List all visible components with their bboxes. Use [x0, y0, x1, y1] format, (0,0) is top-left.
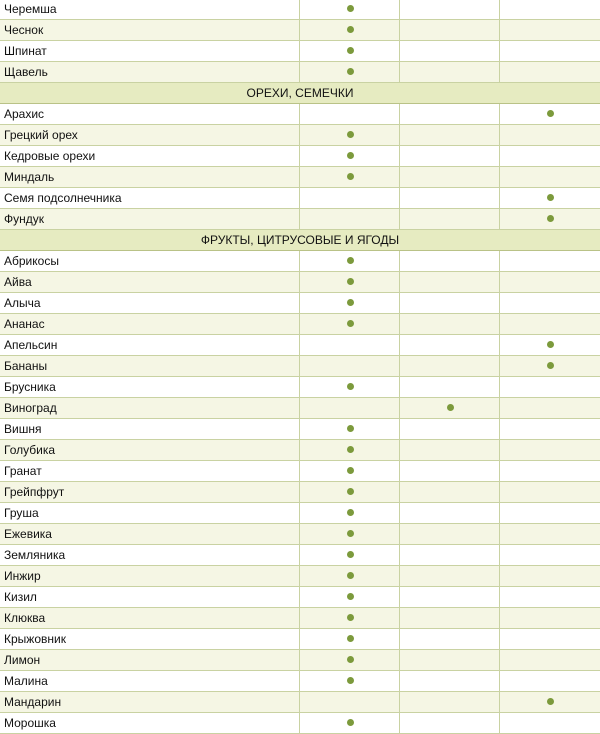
product-name: Черемша	[4, 2, 57, 16]
mark-cell-1	[300, 377, 400, 397]
mark-cell-2	[400, 629, 500, 649]
product-name: Грецкий орех	[4, 128, 78, 142]
product-name: Арахис	[4, 107, 45, 121]
table-row	[0, 692, 600, 713]
mark-cell-3	[500, 20, 600, 40]
product-name: Кедровые орехи	[4, 149, 96, 163]
mark-cell-3	[500, 314, 600, 334]
mark-cell-2	[400, 104, 500, 124]
product-name-cell	[0, 272, 300, 292]
mark-cell-3	[500, 608, 600, 628]
product-name-cell	[0, 524, 300, 544]
product-name: Ежевика	[4, 527, 52, 541]
mark-dot-icon	[347, 131, 354, 138]
mark-cell-1	[300, 713, 400, 733]
mark-cell-2	[400, 20, 500, 40]
mark-dot-icon	[347, 488, 354, 495]
table-row	[0, 272, 600, 293]
mark-dot-icon	[347, 719, 354, 726]
table-row	[0, 650, 600, 671]
mark-cell-1	[300, 440, 400, 460]
mark-cell-1	[300, 62, 400, 82]
mark-cell-2	[400, 482, 500, 502]
table-row	[0, 104, 600, 125]
mark-cell-2	[400, 146, 500, 166]
mark-cell-2	[400, 566, 500, 586]
mark-dot-icon	[347, 68, 354, 75]
product-name: Инжир	[4, 569, 41, 583]
product-name-cell	[0, 41, 300, 61]
table-row	[0, 461, 600, 482]
mark-cell-1	[300, 629, 400, 649]
mark-cell-2	[400, 440, 500, 460]
mark-dot-icon	[347, 278, 354, 285]
table-row	[0, 587, 600, 608]
table-row	[0, 524, 600, 545]
mark-cell-1	[300, 0, 400, 19]
mark-cell-3	[500, 209, 600, 229]
mark-cell-3	[500, 629, 600, 649]
product-name-cell	[0, 293, 300, 313]
mark-cell-3	[500, 461, 600, 481]
table-row	[0, 20, 600, 41]
mark-cell-1	[300, 188, 400, 208]
table-row	[0, 545, 600, 566]
mark-dot-icon	[347, 47, 354, 54]
product-name-cell	[0, 104, 300, 124]
product-name: Чеснок	[4, 23, 44, 37]
mark-cell-1	[300, 524, 400, 544]
table-row	[0, 125, 600, 146]
mark-cell-1	[300, 671, 400, 691]
mark-cell-2	[400, 41, 500, 61]
mark-cell-1	[300, 692, 400, 712]
product-name: Фундук	[4, 212, 45, 226]
mark-dot-icon	[347, 530, 354, 537]
product-name: Апельсин	[4, 338, 58, 352]
mark-cell-1	[300, 272, 400, 292]
mark-cell-1	[300, 251, 400, 271]
mark-cell-3	[500, 335, 600, 355]
mark-cell-3	[500, 251, 600, 271]
mark-dot-icon	[347, 446, 354, 453]
mark-dot-icon	[547, 698, 554, 705]
mark-cell-1	[300, 293, 400, 313]
mark-cell-3	[500, 272, 600, 292]
mark-cell-3	[500, 146, 600, 166]
mark-cell-2	[400, 419, 500, 439]
table-row	[0, 671, 600, 692]
table-row	[0, 146, 600, 167]
mark-cell-2	[400, 650, 500, 670]
product-name: Лимон	[4, 653, 41, 667]
mark-cell-3	[500, 0, 600, 19]
table-row	[0, 41, 600, 62]
product-name-cell	[0, 125, 300, 145]
table-row	[0, 398, 600, 419]
mark-cell-2	[400, 209, 500, 229]
product-name-cell	[0, 398, 300, 418]
product-name-cell	[0, 545, 300, 565]
product-name: Виноград	[4, 401, 57, 415]
mark-cell-3	[500, 62, 600, 82]
mark-cell-3	[500, 692, 600, 712]
product-name: Малина	[4, 674, 48, 688]
product-name-cell	[0, 482, 300, 502]
section-header-label: ОРЕХИ, СЕМЕЧКИ	[246, 86, 354, 100]
mark-cell-2	[400, 377, 500, 397]
table-row	[0, 167, 600, 188]
product-name-cell	[0, 629, 300, 649]
mark-cell-1	[300, 482, 400, 502]
product-name: Семя подсолнечника	[4, 191, 122, 205]
mark-cell-2	[400, 251, 500, 271]
product-name-cell	[0, 440, 300, 460]
mark-cell-3	[500, 41, 600, 61]
mark-cell-2	[400, 356, 500, 376]
product-name-cell	[0, 314, 300, 334]
mark-dot-icon	[347, 5, 354, 12]
product-name-cell	[0, 20, 300, 40]
mark-dot-icon	[347, 425, 354, 432]
table-row	[0, 0, 600, 20]
product-name: Брусника	[4, 380, 56, 394]
product-name: Айва	[4, 275, 32, 289]
mark-cell-3	[500, 650, 600, 670]
mark-cell-2	[400, 314, 500, 334]
mark-dot-icon	[547, 110, 554, 117]
table-row	[0, 482, 600, 503]
product-name-cell	[0, 671, 300, 691]
mark-cell-2	[400, 62, 500, 82]
mark-dot-icon	[347, 173, 354, 180]
mark-cell-3	[500, 356, 600, 376]
table-row	[0, 440, 600, 461]
table-row	[0, 377, 600, 398]
mark-dot-icon	[347, 509, 354, 516]
table-row	[0, 566, 600, 587]
mark-cell-2	[400, 125, 500, 145]
mark-cell-2	[400, 272, 500, 292]
product-name: Земляника	[4, 548, 66, 562]
product-name: Алыча	[4, 296, 41, 310]
mark-cell-2	[400, 692, 500, 712]
mark-cell-1	[300, 566, 400, 586]
mark-dot-icon	[347, 320, 354, 327]
product-name: Голубика	[4, 443, 56, 457]
mark-dot-icon	[547, 341, 554, 348]
mark-cell-2	[400, 587, 500, 607]
mark-dot-icon	[547, 362, 554, 369]
mark-dot-icon	[347, 677, 354, 684]
mark-cell-1	[300, 545, 400, 565]
table-row	[0, 356, 600, 377]
product-name-cell	[0, 0, 300, 19]
product-name-cell	[0, 608, 300, 628]
product-name-cell	[0, 188, 300, 208]
mark-cell-1	[300, 167, 400, 187]
table-row	[0, 419, 600, 440]
product-name: Абрикосы	[4, 254, 59, 268]
mark-dot-icon	[347, 593, 354, 600]
product-name: Миндаль	[4, 170, 55, 184]
mark-cell-3	[500, 125, 600, 145]
table-row	[0, 62, 600, 83]
table-row	[0, 209, 600, 230]
mark-cell-3	[500, 587, 600, 607]
mark-cell-2	[400, 398, 500, 418]
product-name: Груша	[4, 506, 39, 520]
mark-cell-1	[300, 356, 400, 376]
product-name: Ананас	[4, 317, 45, 331]
mark-dot-icon	[347, 572, 354, 579]
mark-cell-1	[300, 335, 400, 355]
mark-dot-icon	[347, 299, 354, 306]
mark-cell-2	[400, 608, 500, 628]
mark-cell-3	[500, 167, 600, 187]
product-name: Морошка	[4, 716, 56, 730]
mark-cell-3	[500, 398, 600, 418]
mark-dot-icon	[547, 194, 554, 201]
product-name: Крыжовник	[4, 632, 66, 646]
section-header	[0, 230, 600, 251]
product-name-cell	[0, 461, 300, 481]
product-name-cell	[0, 146, 300, 166]
product-name-cell	[0, 62, 300, 82]
mark-cell-1	[300, 650, 400, 670]
mark-dot-icon	[347, 26, 354, 33]
product-name: Бананы	[4, 359, 48, 373]
mark-cell-1	[300, 608, 400, 628]
mark-cell-1	[300, 41, 400, 61]
mark-cell-3	[500, 503, 600, 523]
product-name-cell	[0, 650, 300, 670]
mark-cell-2	[400, 293, 500, 313]
table-row	[0, 503, 600, 524]
product-name: Вишня	[4, 422, 42, 436]
mark-cell-3	[500, 566, 600, 586]
table-row	[0, 335, 600, 356]
mark-cell-1	[300, 20, 400, 40]
product-name: Щавель	[4, 65, 48, 79]
mark-cell-3	[500, 524, 600, 544]
mark-cell-3	[500, 293, 600, 313]
product-name-cell	[0, 566, 300, 586]
mark-cell-3	[500, 104, 600, 124]
product-name-cell	[0, 377, 300, 397]
mark-cell-2	[400, 713, 500, 733]
mark-dot-icon	[347, 635, 354, 642]
mark-cell-1	[300, 461, 400, 481]
mark-cell-3	[500, 440, 600, 460]
mark-cell-3	[500, 377, 600, 397]
mark-cell-2	[400, 524, 500, 544]
table-row	[0, 629, 600, 650]
product-name-cell	[0, 419, 300, 439]
mark-dot-icon	[447, 404, 454, 411]
product-name-cell	[0, 587, 300, 607]
product-name-cell	[0, 503, 300, 523]
mark-cell-3	[500, 713, 600, 733]
mark-cell-2	[400, 167, 500, 187]
mark-cell-3	[500, 671, 600, 691]
table-row	[0, 314, 600, 335]
mark-dot-icon	[347, 656, 354, 663]
product-name-cell	[0, 335, 300, 355]
mark-cell-3	[500, 188, 600, 208]
mark-cell-2	[400, 461, 500, 481]
mark-cell-2	[400, 545, 500, 565]
product-name-cell	[0, 713, 300, 733]
product-name-cell	[0, 209, 300, 229]
mark-dot-icon	[347, 152, 354, 159]
mark-cell-1	[300, 503, 400, 523]
product-name-cell	[0, 692, 300, 712]
mark-cell-3	[500, 545, 600, 565]
product-name: Грейпфрут	[4, 485, 65, 499]
product-name-cell	[0, 251, 300, 271]
mark-cell-1	[300, 125, 400, 145]
table-row	[0, 251, 600, 272]
mark-dot-icon	[347, 257, 354, 264]
mark-cell-1	[300, 419, 400, 439]
product-name-cell	[0, 356, 300, 376]
table-row	[0, 713, 600, 734]
product-name: Шпинат	[4, 44, 47, 58]
product-name: Гранат	[4, 464, 42, 478]
mark-cell-1	[300, 398, 400, 418]
mark-cell-2	[400, 188, 500, 208]
product-name: Мандарин	[4, 695, 62, 709]
mark-cell-3	[500, 419, 600, 439]
section-header	[0, 83, 600, 104]
table-row	[0, 293, 600, 314]
mark-cell-1	[300, 587, 400, 607]
mark-cell-1	[300, 314, 400, 334]
mark-cell-2	[400, 671, 500, 691]
mark-cell-3	[500, 482, 600, 502]
product-name: Кизил	[4, 590, 37, 604]
mark-cell-1	[300, 146, 400, 166]
mark-dot-icon	[547, 215, 554, 222]
section-header-label: ФРУКТЫ, ЦИТРУСОВЫЕ И ЯГОДЫ	[200, 233, 400, 247]
mark-cell-1	[300, 209, 400, 229]
table-row	[0, 188, 600, 209]
mark-cell-1	[300, 104, 400, 124]
product-name-cell	[0, 167, 300, 187]
mark-dot-icon	[347, 551, 354, 558]
product-name: Клюква	[4, 611, 46, 625]
mark-cell-2	[400, 503, 500, 523]
mark-dot-icon	[347, 614, 354, 621]
mark-cell-2	[400, 0, 500, 19]
table-row	[0, 608, 600, 629]
mark-dot-icon	[347, 467, 354, 474]
mark-dot-icon	[347, 383, 354, 390]
mark-cell-2	[400, 335, 500, 355]
